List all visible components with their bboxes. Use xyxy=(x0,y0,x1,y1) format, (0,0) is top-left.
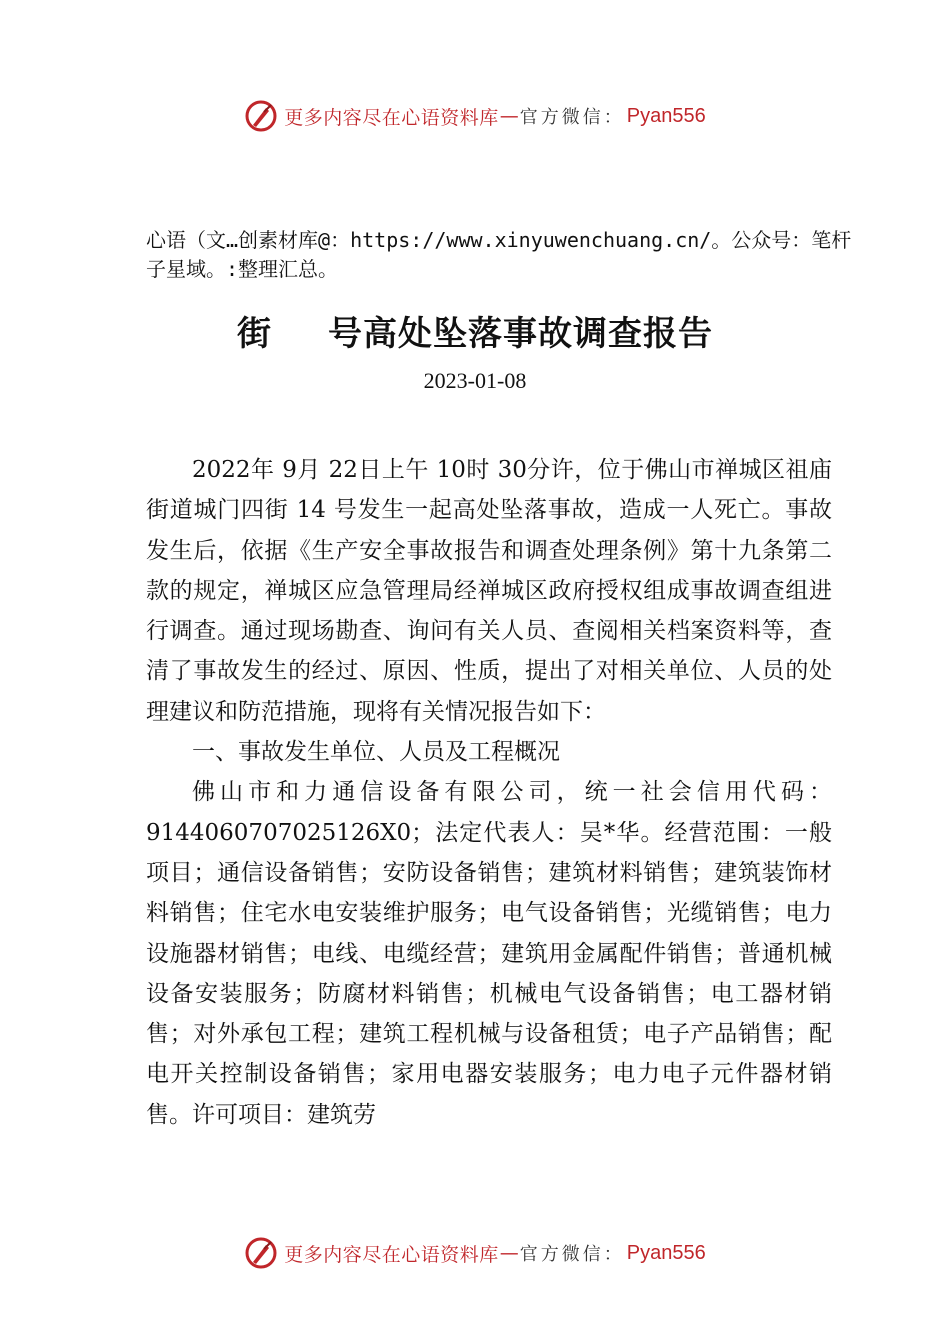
title-left: 街 xyxy=(237,314,272,354)
document-body xyxy=(146,450,832,1135)
watermark-separator: — xyxy=(499,1242,519,1264)
document-date: 2023-01-08 xyxy=(423,368,527,393)
watermark-label: 官方微信： xyxy=(519,1244,625,1265)
source-note: 心语（文…创素材库@：https://www.xinyuwenchuang.cn/。公众号：笔杆子星域。:整理汇总。 xyxy=(146,228,852,281)
footer-watermark xyxy=(0,1233,950,1273)
watermark-wechat-id: Pyan556 xyxy=(626,104,706,127)
paragraph-intro: 2022年 9月 22日上午 10时 30分许，位于佛山市禅城区祖庙街道城门四街 14 号发生一起高处坠落事故，造成一人死亡。事故发生后，依据《生产安全事故报告和调查处理条例》第十九条第二款的规定，禅城区应急管理局经禅城区政府授权组成事故调查组进行调查。通过现场勘查、询问有关人员、查阅相关档案资料等，查清了事故发生的经过、原因、性质，提出了对相关单位、人员的处理建议和防范措施，现将有关情况报告如下： xyxy=(146,457,832,725)
section-heading: 一、事故发生单位、人员及工程概况 xyxy=(192,739,560,766)
quill-pen-logo-icon xyxy=(244,1236,278,1270)
watermark-brand-text: 更多内容尽在心语资料库 xyxy=(284,106,499,129)
quill-pen-logo-icon xyxy=(244,99,278,133)
document-title xyxy=(0,306,950,355)
paragraph-company: 佛山市和力通信设备有限公司，统一社会信用代码：9144060707025126X0；法定代表人：吴*华。经营范围：一般项目；通信设备销售；安防设备销售；建筑材料销售；建筑装饰材料销售；住宅水电安装维护服务；电气设备销售；光缆销售；电力设施器材销售；电线、电缆经营；建筑用金属配件销售；普通机械设备安装服务；防腐材料销售；机械电气设备销售；电工器材销售；对外承包工程；建筑工程机械与设备租赁；电子产品销售；配电开关控制设备销售；家用电器安装服务；电力电子元件器材销售。许可项目：建筑劳 xyxy=(146,779,832,1128)
header-watermark xyxy=(0,96,950,136)
watermark-label: 官方微信： xyxy=(519,107,625,128)
watermark-brand-text: 更多内容尽在心语资料库 xyxy=(284,1243,499,1266)
watermark-wechat-id: Pyan556 xyxy=(626,1241,706,1264)
title-right: 号高处坠落事故调查报告 xyxy=(328,314,713,354)
watermark-separator: — xyxy=(499,105,519,127)
